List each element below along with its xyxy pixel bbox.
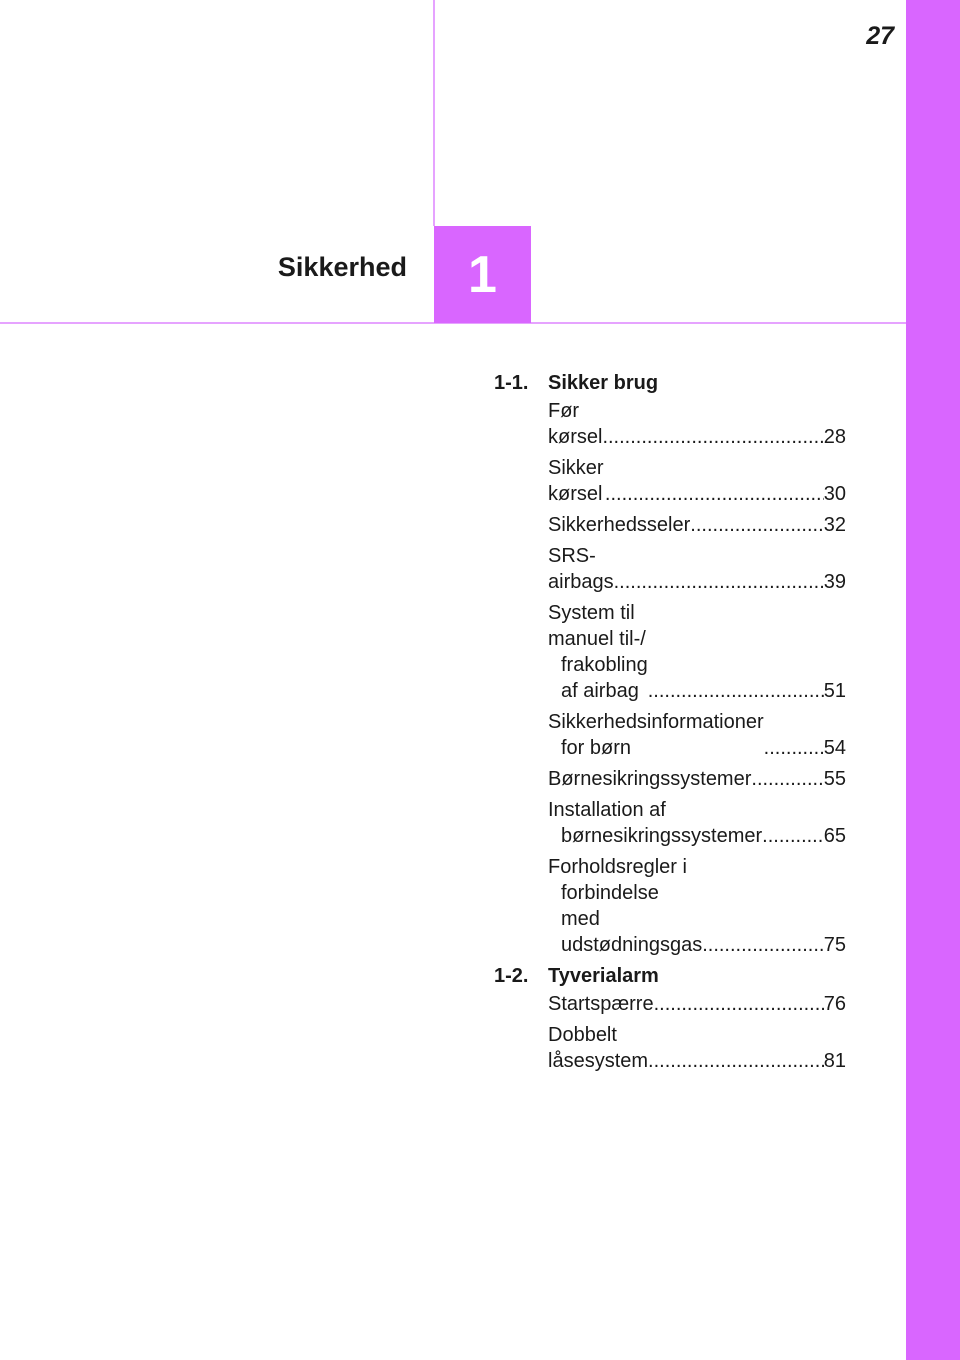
toc-entry[interactable] (548, 455, 846, 507)
toc-entry-title (548, 854, 702, 958)
table-of-contents (494, 368, 846, 1074)
toc-entry-title (548, 1022, 648, 1074)
chapter-tab-bar (906, 0, 960, 1360)
toc-entry-line: Sikkerhedsseler (548, 514, 691, 536)
chapter-title: Sikkerhed (277, 252, 407, 282)
toc-entry[interactable] (548, 991, 846, 1017)
divider-vertical (433, 0, 435, 226)
toc-entry-page: 51 (823, 680, 846, 702)
toc-entry[interactable] (548, 512, 846, 538)
toc-entry-page: 65 (823, 825, 846, 847)
toc-entry-title (548, 512, 690, 538)
toc-entry-line: forbindelse med (561, 882, 659, 930)
toc-leader-dots (602, 424, 823, 450)
page-number: 27 (866, 22, 894, 50)
toc-leader-dots (648, 678, 824, 704)
toc-entry-line: Sikkerhedsinformationer (548, 711, 764, 733)
toc-leader-dots (605, 481, 824, 507)
toc-entry-page: 81 (823, 1050, 846, 1072)
toc-entry-page: 75 (823, 934, 846, 956)
toc-entry-title (548, 991, 654, 1017)
toc-entry-page: 55 (823, 768, 846, 790)
toc-entry-line: Børnesikringssystemer (548, 768, 752, 790)
toc-entry[interactable] (548, 600, 846, 704)
toc-entry[interactable] (548, 543, 846, 595)
toc-entry-title (548, 797, 762, 849)
toc-entry-page: 30 (823, 483, 846, 505)
toc-entry[interactable] (548, 797, 846, 849)
toc-entry-title (548, 398, 602, 450)
toc-entry[interactable] (548, 1022, 846, 1074)
toc-entry-title (548, 455, 605, 507)
toc-entry-title (548, 543, 614, 595)
toc-section-heading[interactable] (494, 368, 846, 398)
toc-entry-line: for børn (561, 737, 632, 759)
toc-entry-title (548, 709, 764, 761)
toc-section-number: 1-2. (494, 965, 529, 987)
toc-entry-line: Sikker kørsel (548, 457, 604, 505)
toc-leader-dots (654, 991, 824, 1017)
toc-entry-page: 76 (823, 993, 846, 1015)
toc-section-title: Tyverialarm (548, 965, 659, 987)
toc-entry-line: Før kørsel (548, 400, 603, 448)
toc-entry-line: Startspærre (548, 993, 654, 1015)
toc-section-title: Sikker brug (548, 372, 659, 394)
toc-entry-page: 32 (823, 514, 846, 536)
toc-entry-line: SRS-airbags (548, 545, 614, 593)
toc-section-number: 1-1. (494, 372, 529, 394)
toc-leader-dots (690, 512, 823, 538)
toc-leader-dots (764, 735, 824, 761)
toc-entry[interactable] (548, 854, 846, 958)
toc-entry-line: Installation af (548, 799, 666, 821)
toc-entry-line: frakobling af airbag (561, 654, 648, 702)
toc-leader-dots (762, 823, 824, 849)
toc-entry-title (548, 766, 751, 792)
chapter-number-box (434, 226, 531, 323)
toc-leader-dots (614, 569, 824, 595)
toc-entry-line: Forholdsregler i (548, 856, 687, 878)
toc-leader-dots (648, 1048, 824, 1074)
toc-entry-page: 39 (823, 571, 846, 593)
chapter-number: 1 (468, 245, 497, 304)
toc-entry-line: udstødningsgas (561, 934, 703, 956)
toc-entry-line: børnesikringssystemer (561, 825, 763, 847)
toc-entry[interactable] (548, 709, 846, 761)
toc-section-heading[interactable] (494, 961, 846, 991)
toc-entry[interactable] (548, 398, 846, 450)
toc-entry-line: System til manuel til-/ (548, 602, 646, 650)
toc-leader-dots (751, 766, 823, 792)
toc-entry-page: 54 (823, 737, 846, 759)
toc-leader-dots (702, 932, 824, 958)
toc-entry-title (548, 600, 648, 704)
toc-entry-line: Dobbelt låsesystem (548, 1024, 649, 1072)
toc-entry[interactable] (548, 766, 846, 792)
toc-entry-page: 28 (823, 426, 846, 448)
